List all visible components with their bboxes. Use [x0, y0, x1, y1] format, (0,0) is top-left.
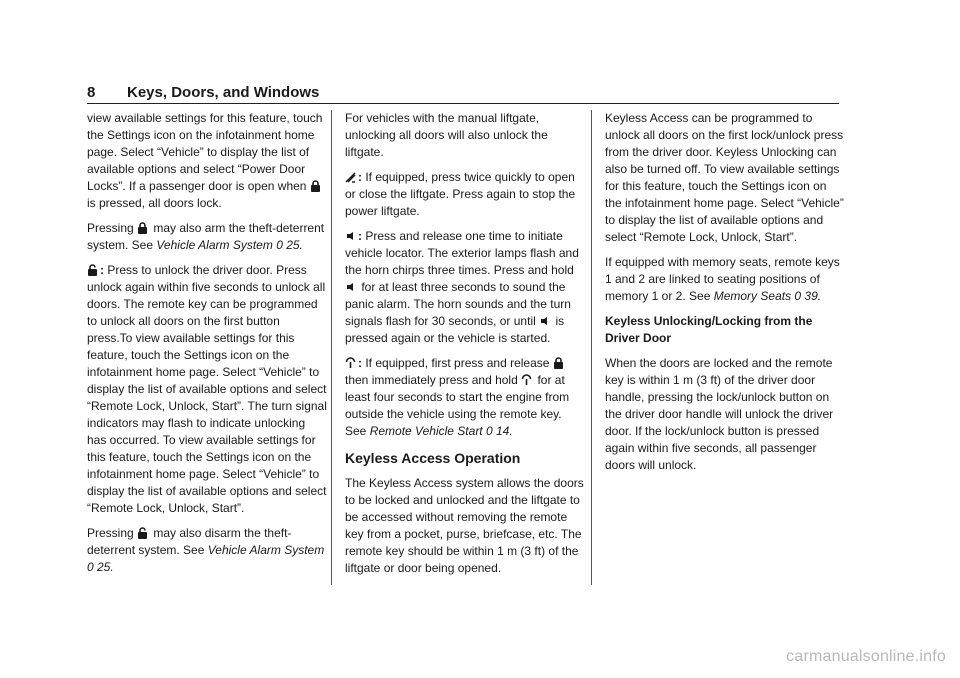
- remote-start-icon: [345, 357, 356, 369]
- column-1: [87, 110, 327, 584]
- paragraph: Keyless Access can be programmed to unlock all doors on the first lock/unlock press from the driver door. Keyless Unlocking can also be turned off. To view available settings for this feature, touch the Settings icon on the infotainment home page. Select “Vehicle” to display the list of available options and select “Remote Lock, Unlock, Start”.: [605, 111, 844, 244]
- paragraph-text: may also arm the theft-deterrent system. See: [87, 221, 325, 252]
- paragraph: : Press to unlock the driver door. Press unlock again within five seconds to unlock all doors. The remote key can be programmed to unlock all doors on the first button press.To view available settings for this feature, touch the Settings icon on the infotainment home page. Select “Vehicle” to display the list of available options and select “Remote Lock, Unlock, Start”. The turn signal indicators may flash to indicate unlocking has occurred. To view available settings for this feature, touch the Settings icon on the infotainment home page. Select “Vehicle” to display the list of available options and select “Remote Lock, Unlock, Start”.: [87, 263, 327, 515]
- cross-reference[interactable]: Vehicle Alarm System: [207, 543, 325, 557]
- page-number: 8: [87, 84, 96, 101]
- lock-icon: [137, 222, 148, 234]
- liftgate-icon: [345, 171, 356, 183]
- panic-icon: [539, 315, 550, 327]
- paragraph: [87, 110, 327, 212]
- column-2: [345, 110, 585, 585]
- remote-start-icon: [521, 374, 532, 386]
- paragraph-text: Pressing: [87, 221, 134, 235]
- paragraph-text: If equipped with memory seats, remote keys 1 and 2 are linked to seating positions of memory 1 or 2. See: [605, 255, 840, 303]
- section-heading: Keyless Access Operation: [345, 450, 521, 466]
- paragraph-text: view available settings for this feature, touch the Settings icon on the infotainment home page. Select “Vehicle” to display the list of available options and select “Power Door Locks”. If a passenger door is open when: [87, 111, 323, 193]
- column-divider: [331, 110, 332, 585]
- cross-reference[interactable]: Remote Vehicle Start: [369, 424, 483, 438]
- panic-icon: [345, 281, 356, 293]
- paragraph-text: is pressed, all doors lock.: [87, 196, 222, 210]
- panic-icon: [345, 230, 356, 242]
- column-divider: [591, 110, 592, 585]
- lock-icon: [310, 180, 321, 192]
- column-3: [605, 110, 845, 482]
- page-header: [87, 84, 839, 104]
- page-reference: 0 39.: [794, 289, 822, 303]
- paragraph-text: Pressing: [87, 526, 134, 540]
- paragraph-text: may also disarm the theft-deterrent system. See: [87, 526, 292, 557]
- paragraph-text: Press to unlock the driver door. Press unlock again within five seconds to unlock all doors. The remote key can be programmed to unlock all doors on the first button press.To view available settings for this feature, touch the Settings icon on the infotainment home page. Select “Vehicle” to display the list of available options and select “Remote Lock, Unlock, Start”. The turn signal indicators may flash to indicate unlocking has occurred. To view available settings for this feature, touch the Settings icon on the infotainment home page. Select “Vehicle” to display the list of available options and select “Remote Lock, Unlock, Start”.: [87, 263, 327, 515]
- paragraph: The Keyless Access system allows the doors to be locked and unlocked and the liftgate to be accessed without removing the remote key from a pocket, purse, briefcase, etc. The remote key should be within 1 m (3 ft) of the liftgate or door being opened.: [345, 476, 584, 575]
- watermark: carmanualsonline.info: [786, 648, 946, 665]
- unlock-icon: [87, 264, 98, 276]
- paragraph: : If equipped, press twice quickly to open or close the liftgate. Press again to stop the power liftgate.: [345, 170, 576, 218]
- paragraph: [605, 254, 845, 305]
- cross-reference[interactable]: Memory Seats: [713, 289, 792, 303]
- paragraph-text: then immediately press and hold: [345, 373, 518, 387]
- page-reference: 0 25.: [276, 238, 303, 252]
- paragraph-text: for at least four seconds to start the engine from outside the vehicle using the remote key. See: [345, 373, 570, 438]
- paragraph: : Press and release one time to initiate vehicle locator. The exterior lamps flash and the horn chirps three times. Press and hold for at least three seconds to sound the panic alarm. The horn sounds and the turn signals flash for 30 seconds, or until is pressed again or the vehicle is started.: [345, 229, 579, 345]
- paragraph-text: If equipped, press twice quickly to open or close the liftgate. Press again to stop the power liftgate.: [345, 170, 576, 218]
- paragraph-text: is pressed again or the vehicle is started.: [345, 314, 565, 345]
- lock-icon: [553, 357, 564, 369]
- section-title: Keys, Doors, and Windows: [127, 84, 320, 101]
- subsection-heading: Keyless Unlocking/Locking from the Driver Door: [605, 314, 813, 345]
- header-rule: [87, 103, 839, 104]
- paragraph-text: Press and release one time to initiate vehicle locator. The exterior lamps flash and the horn chirps three times. Press and hold: [345, 229, 579, 277]
- unlock-icon: [137, 527, 148, 539]
- page-reference: 0 25.: [87, 560, 114, 574]
- page-reference: 0 14.: [486, 424, 513, 438]
- paragraph: For vehicles with the manual liftgate, unlocking all doors will also unlock the liftgate.: [345, 111, 548, 159]
- cross-reference[interactable]: Vehicle Alarm System: [156, 238, 273, 252]
- paragraph: [87, 220, 327, 254]
- paragraph: [87, 525, 327, 576]
- paragraph-text: If equipped, first press and release: [365, 356, 550, 370]
- paragraph-text: for at least three seconds to sound the panic alarm. The horn sounds and the turn signals flash for 30 seconds, or until: [345, 280, 571, 328]
- paragraph: When the doors are locked and the remote key is within 1 m (3 ft) of the driver door handle, pressing the lock/unlock button on the driver door handle will unlock the driver door. If the lock/unlock button is pressed again within five seconds, all passenger doors will unlock.: [605, 356, 834, 472]
- paragraph: : If equipped, first press and release then immediately press and hold for at least four seconds to start the engine from outside the vehicle using the remote key. See Remote Vehicle Start 0 14.: [345, 356, 570, 438]
